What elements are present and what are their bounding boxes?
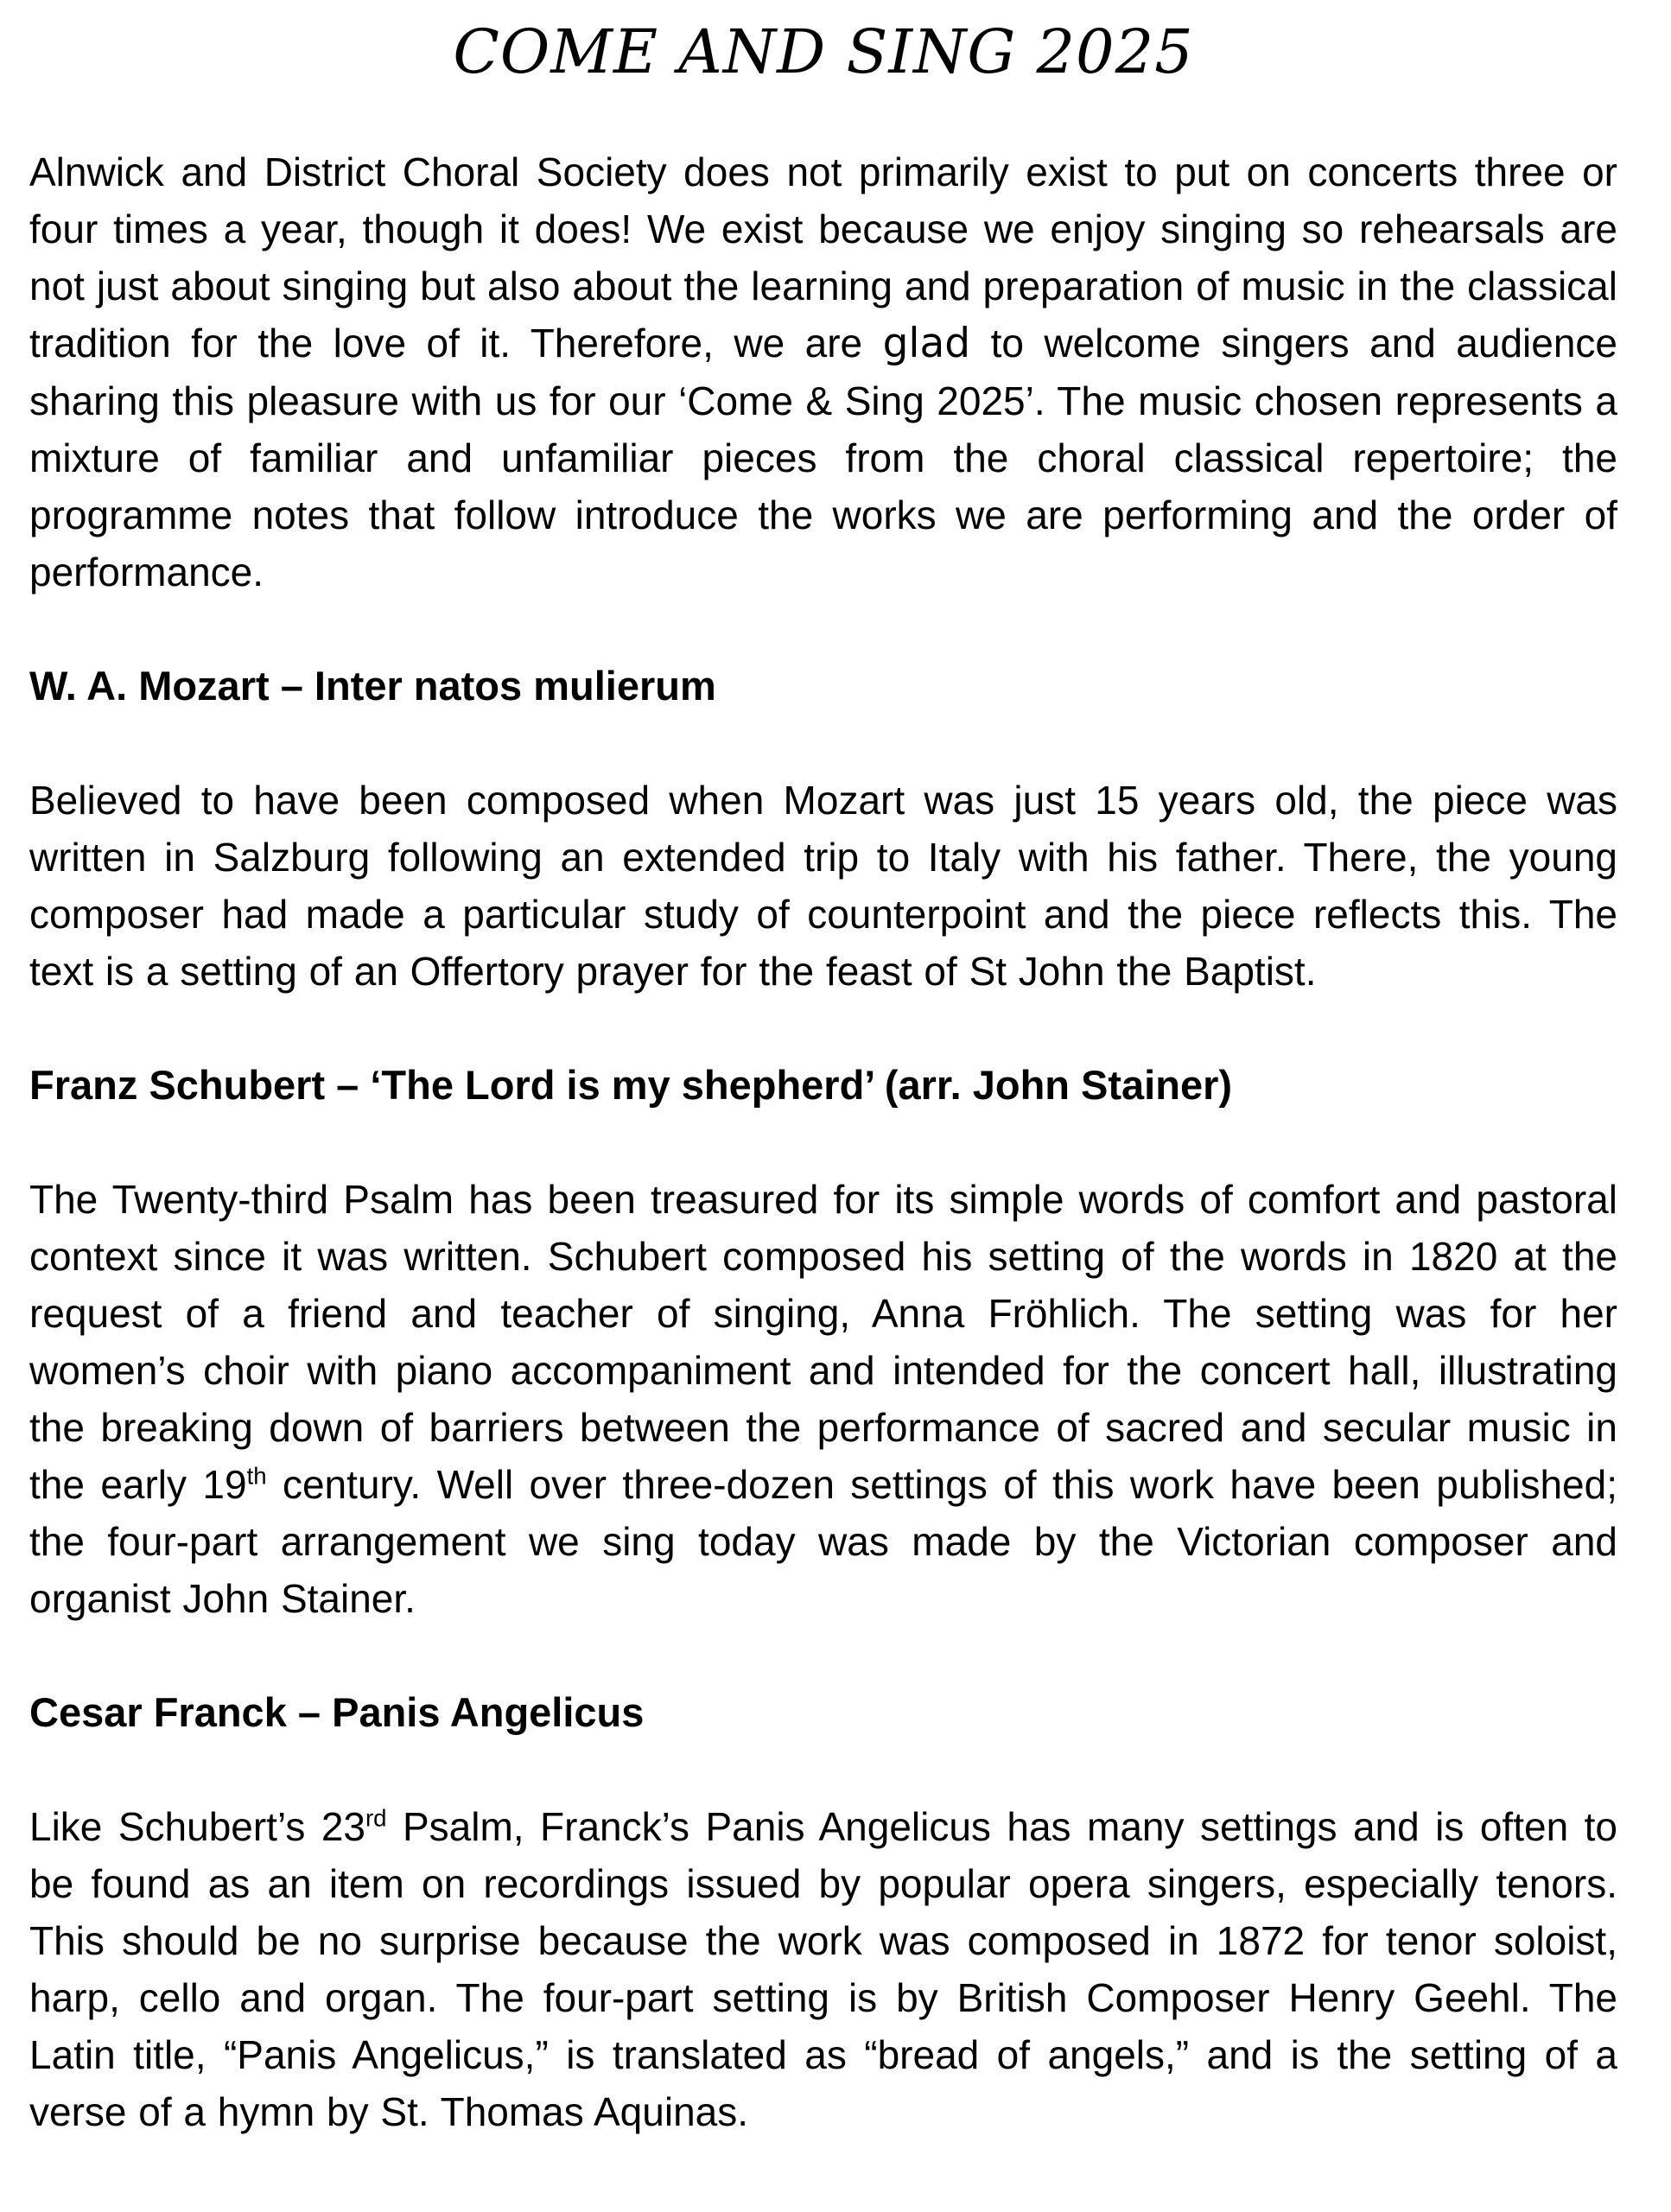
franck-paragraph xyxy=(29,1798,1617,2140)
ordinal-superscript-19th: th xyxy=(246,1462,267,1490)
intro-text-before-glad: Alnwick and District Choral Society does not primarily exist to put on concerts three or four times a year, though it does! We exist because we enjoy singing so rehearsals are not just about singing but also about the learning and preparation of music in the classical tradition for the love of it. Therefore, we are xyxy=(29,149,1617,365)
section-heading-schubert: Franz Schubert – ‘The Lord is my shepherd’ (arr. John Stainer) xyxy=(29,1062,1233,1108)
page-title: COME AND SING 2025 xyxy=(453,16,1194,87)
intro-paragraph xyxy=(29,143,1617,601)
franck-text-before-superscript: Like Schubert’s 23 xyxy=(29,1804,365,1849)
section-heading-franck: Cesar Franck – Panis Angelicus xyxy=(29,1689,645,1735)
section-heading-mozart: W. A. Mozart – Inter natos mulierum xyxy=(29,663,716,709)
schubert-text-before-superscript: The Twenty-third Psalm has been treasured for its simple words of comfort and pastoral context since it was written. Schubert composed his setting of the words in 1820 at the request of a friend and teacher of singing, Anna Fröhlich. The setting was for her women’s choir with piano accompaniment and intended for the concert hall, illustrating the breaking down of barriers between the performance of sacred and secular music in the early 19 xyxy=(29,1177,1617,1507)
intro-text-after-glad: to welcome singers and audience sharing this pleasure with us for our ‘Come & Sing 2025’. The music chosen represents a mixture of familiar and unfamiliar pieces from the choral classical repertoire; the programme notes that follow introduce the works we are performing and the order of performance. xyxy=(29,321,1618,594)
mozart-paragraph: Believed to have been composed when Mozart was just 15 years old, the piece was written in Salzburg following an extended trip to Italy with his father. There, the young composer had made a particular study of counterpoint and the piece reflects this. The text is a setting of an Offertory prayer for the feast of St John the Baptist. xyxy=(29,778,1617,994)
ordinal-superscript-23rd: rd xyxy=(365,1804,387,1832)
schubert-text-after-superscript: century. Well over three-dozen settings of this work have been published; the four-part arrangement we sing today was made by the Victorian composer and organist John Stainer. xyxy=(29,1462,1617,1621)
intro-glad-word: glad xyxy=(882,320,971,367)
schubert-paragraph xyxy=(29,1171,1617,1627)
franck-text-after-superscript: Psalm, Franck’s Panis Angelicus has many settings and is often to be found as an item on recordings issued by popular opera singers, especially tenors. This should be no surprise because the work was composed in 1872 for tenor soloist, harp, cello and organ. The four-part setting is by British Composer Henry Geehl. The Latin title, “Panis Angelicus,” is translated as “bread of angels,” and is the setting of a verse of a hymn by St. Thomas Aquinas. xyxy=(29,1804,1617,2134)
